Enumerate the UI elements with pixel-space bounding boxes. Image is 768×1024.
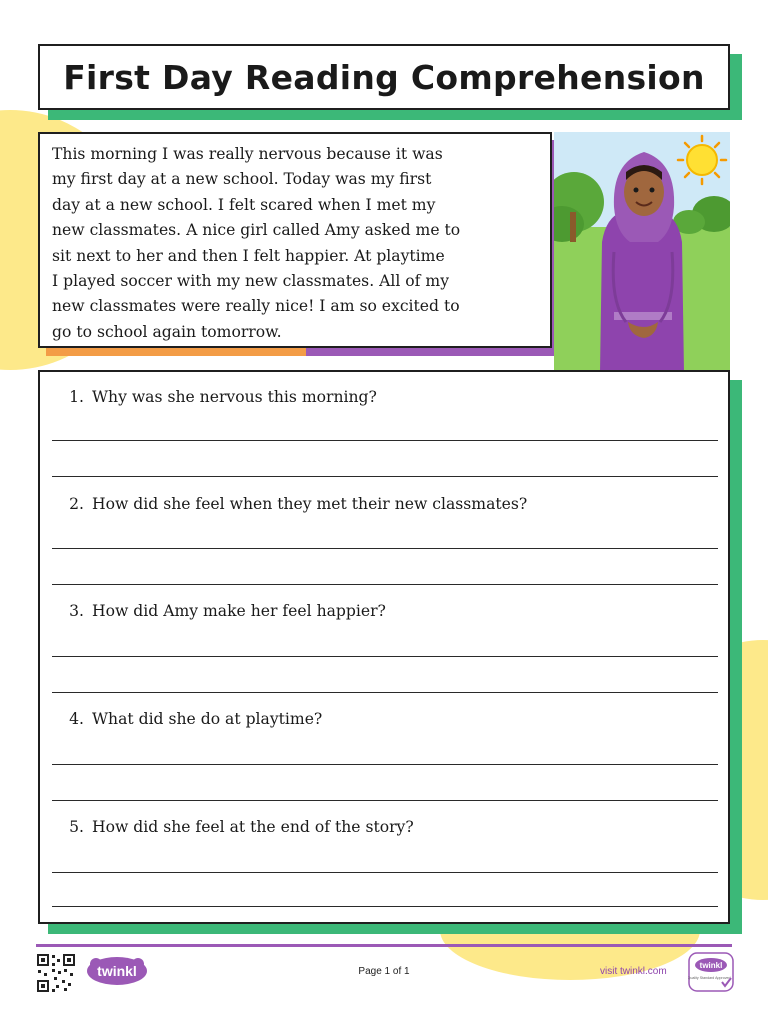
question-text: What did she do at playtime? xyxy=(92,710,323,728)
question-number: 3. xyxy=(69,602,84,620)
story-line: go to school again tomorrow. xyxy=(52,322,282,341)
answer-line[interactable] xyxy=(52,656,718,657)
title-box xyxy=(38,44,730,110)
answer-line[interactable] xyxy=(52,548,718,549)
quality-badge xyxy=(688,952,734,992)
answer-line[interactable] xyxy=(52,440,718,441)
story-line: This morning I was really nervous because it was xyxy=(52,145,443,163)
badge-brand: twinkl xyxy=(699,961,723,970)
question-5 xyxy=(58,818,414,836)
answer-line[interactable] xyxy=(52,692,718,693)
answer-line[interactable] xyxy=(52,584,718,585)
question-text: How did she feel when they met their new classmates? xyxy=(92,495,528,513)
answer-line[interactable] xyxy=(52,906,718,907)
question-text: How did she feel at the end of the story? xyxy=(92,818,414,836)
question-4 xyxy=(58,710,322,728)
question-number: 4. xyxy=(69,710,84,728)
question-2 xyxy=(58,495,527,513)
story-line: my first day at a new school. Today was my first xyxy=(52,170,432,189)
girl-illustration xyxy=(554,132,730,372)
question-number: 1. xyxy=(69,388,84,406)
story-line: day at a new school. I felt scared when I met my xyxy=(52,195,436,214)
story-line: I played soccer with my new classmates. All of my xyxy=(52,272,450,291)
badge-caption: Quality Standard Approved xyxy=(688,976,731,980)
visit-link[interactable]: visit twinkl.com xyxy=(600,966,667,977)
answer-line[interactable] xyxy=(52,800,718,801)
story-box xyxy=(38,132,552,348)
footer-divider xyxy=(36,944,732,947)
question-number: 5. xyxy=(69,818,84,836)
page-title: First Day Reading Comprehension xyxy=(63,57,705,97)
question-text: Why was she nervous this morning? xyxy=(92,388,377,406)
question-1 xyxy=(58,388,377,406)
questions-box xyxy=(38,370,730,924)
question-text: How did Amy make her feel happier? xyxy=(92,602,386,620)
story-line: sit next to her and then I felt happier. At playtime xyxy=(52,246,445,265)
page-number: Page 1 of 1 xyxy=(358,966,410,977)
logo-text: twinkl xyxy=(97,963,137,979)
question-3 xyxy=(58,602,386,620)
question-number: 2. xyxy=(69,495,84,513)
answer-line[interactable] xyxy=(52,476,718,477)
answer-line[interactable] xyxy=(52,764,718,765)
answer-line[interactable] xyxy=(52,872,718,873)
story-line: new classmates. A nice girl called Amy asked me to xyxy=(52,221,461,240)
story-line: new classmates were really nice! I am so excited to xyxy=(52,297,460,316)
story-text xyxy=(52,142,538,345)
